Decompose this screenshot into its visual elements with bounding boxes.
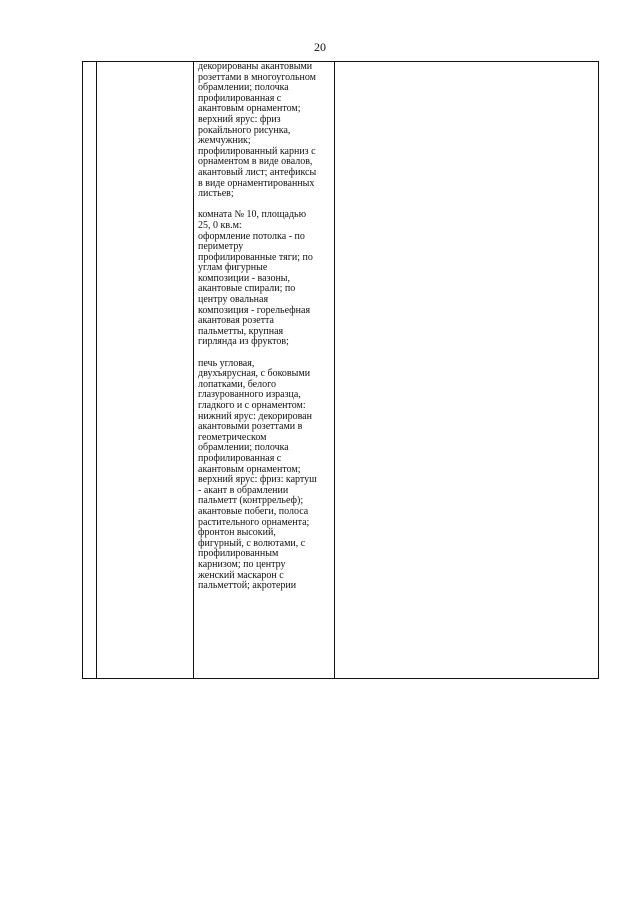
- object-table: [82, 61, 599, 679]
- table-column-notes: [335, 62, 598, 678]
- table-column-name: [97, 62, 194, 678]
- table-column-index: [83, 62, 97, 678]
- description-paragraph: печь угловая, двухъярусная, с боковыми лопатками, белого глазурованного изразца, гладкого и с орнаментом: нижний ярус: декорирован акантовыми розеттами в геометрическом обрамлении; полочка профилированная с акантовым орнаментом; верхний ярус: фриз: картуш - акант в обрамлении пальметт (контррельеф); акантовые побеги, полоса растительного орнамента; фронтон высокий, фигурный, с волютами, с профилированным карнизом; по центру женский маскарон с пальметтой; акротерии: [198, 357, 317, 592]
- description-paragraph: декорированы акантовыми розеттами в многоугольном обрамлении; полочка профилированная с акантовым орнаментом; верхний ярус: фриз рокайльного рисунка, жемчужник; профилированный карниз с орнаментом в виде овалов, акантовый лист; антефиксы в виде орнаментированных листьев;: [198, 61, 317, 200]
- table-column-description: [194, 62, 335, 678]
- page-number: 20: [314, 40, 326, 54]
- description-paragraph: комната № 10, площадью 25, 0 кв.м: оформление потолка - по периметру профилированные тяги; по углам фигурные композиции - вазоны, акантовые спирали; по центру овальная композиция - горельефная акантовая розетта пальметты, крупная гирлянда из фруктов;: [198, 209, 313, 348]
